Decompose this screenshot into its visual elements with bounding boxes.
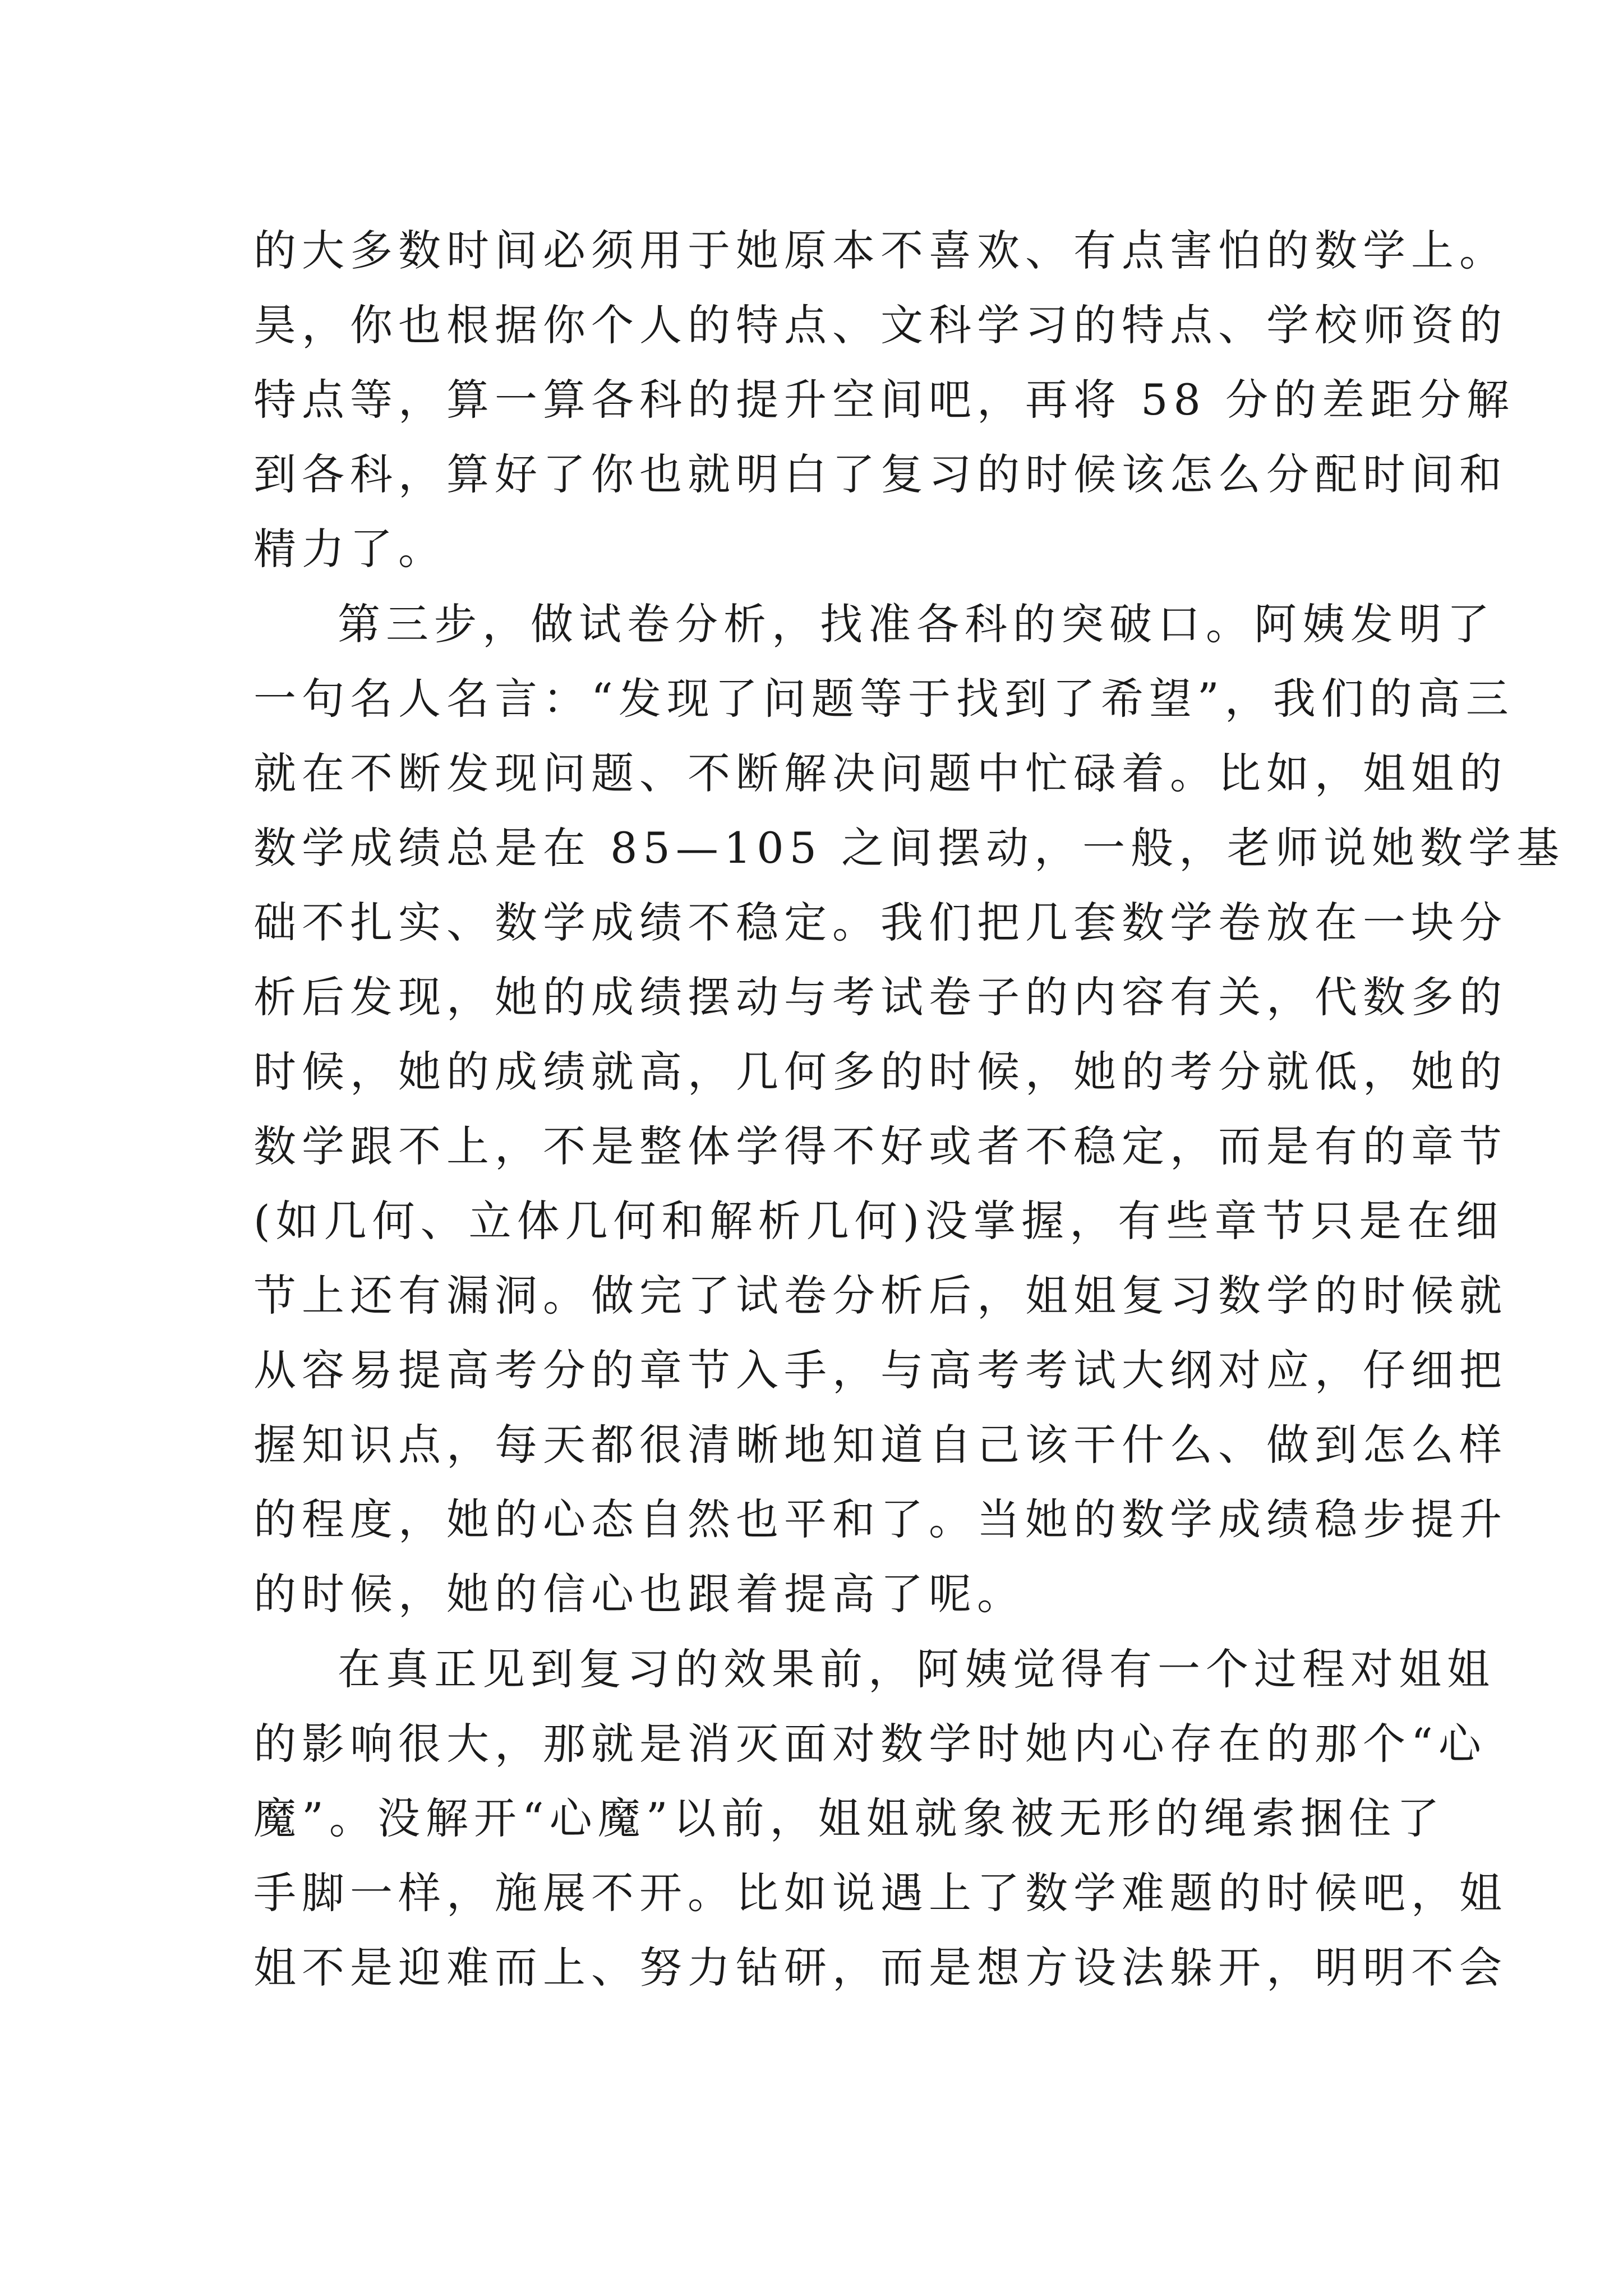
text-line: 的时候，她的信心也跟着提高了呢。 [253, 1569, 1025, 1619]
text-line: 的程度，她的心态自然也平和了。当她的数学成绩稳步提升 [253, 1494, 1507, 1544]
text-line: 精力了。 [253, 524, 446, 574]
text-line: 从容易提高考分的章节入手，与高考考试大纲对应，仔细把 [253, 1345, 1507, 1395]
paragraph-first-line: 第三步，做试卷分析，找准各科的突破口。阿姨发明了 [338, 599, 1495, 649]
text-line: 础不扎实、数学成绩不稳定。我们把几套数学卷放在一块分 [253, 898, 1507, 947]
text-line: 手脚一样，施展不开。比如说遇上了数学难题的时候吧，姐 [253, 1868, 1507, 1918]
text-line: 握知识点，每天都很清晰地知道自己该干什么、做到怎么样 [253, 1420, 1507, 1470]
text-line: 数学成绩总是在 85—105 之间摆动，一般，老师说她数学基 [253, 823, 1565, 873]
text-line: 到各科，算好了你也就明白了复习的时候该怎么分配时间和 [253, 449, 1507, 499]
text-line: 节上还有漏洞。做完了试卷分析后，姐姐复习数学的时候就 [253, 1271, 1507, 1320]
text-line: 的大多数时间必须用于她原本不喜欢、有点害怕的数学上。 [253, 226, 1507, 275]
text-line: 数学跟不上，不是整体学得不好或者不稳定，而是有的章节 [253, 1121, 1507, 1171]
text-line: 姐不是迎难而上、努力钻研，而是想方设法躲开，明明不会 [253, 1943, 1507, 1993]
paragraph-first-line: 在真正见到复习的效果前，阿姨觉得有一个过程对姐姐 [338, 1644, 1495, 1694]
text-line: 析后发现，她的成绩摆动与考试卷子的内容有关，代数多的 [253, 972, 1507, 1022]
text-line: 就在不断发现问题、不断解决问题中忙碌着。比如，姐姐的 [253, 748, 1507, 798]
text-line: 时候，她的成绩就高，几何多的时候，她的考分就低，她的 [253, 1047, 1507, 1097]
text-line: 的影响很大，那就是消灭面对数学时她内心存在的那个“心 [253, 1719, 1487, 1769]
text-line: (如几何、立体几何和解析几何)没掌握，有些章节只是在细 [253, 1196, 1504, 1246]
text-line: 魔”。没解开“心魔”以前，姐姐就象被无形的绳索捆住了 [253, 1793, 1445, 1843]
text-line: 昊，你也根据你个人的特点、文科学习的特点、学校师资的 [253, 300, 1507, 350]
text-line: 一句名人名言：“发现了问题等于找到了希望”，我们的高三 [253, 674, 1514, 724]
text-line: 特点等，算一算各科的提升空间吧，再将 58 分的差距分解 [253, 375, 1515, 425]
